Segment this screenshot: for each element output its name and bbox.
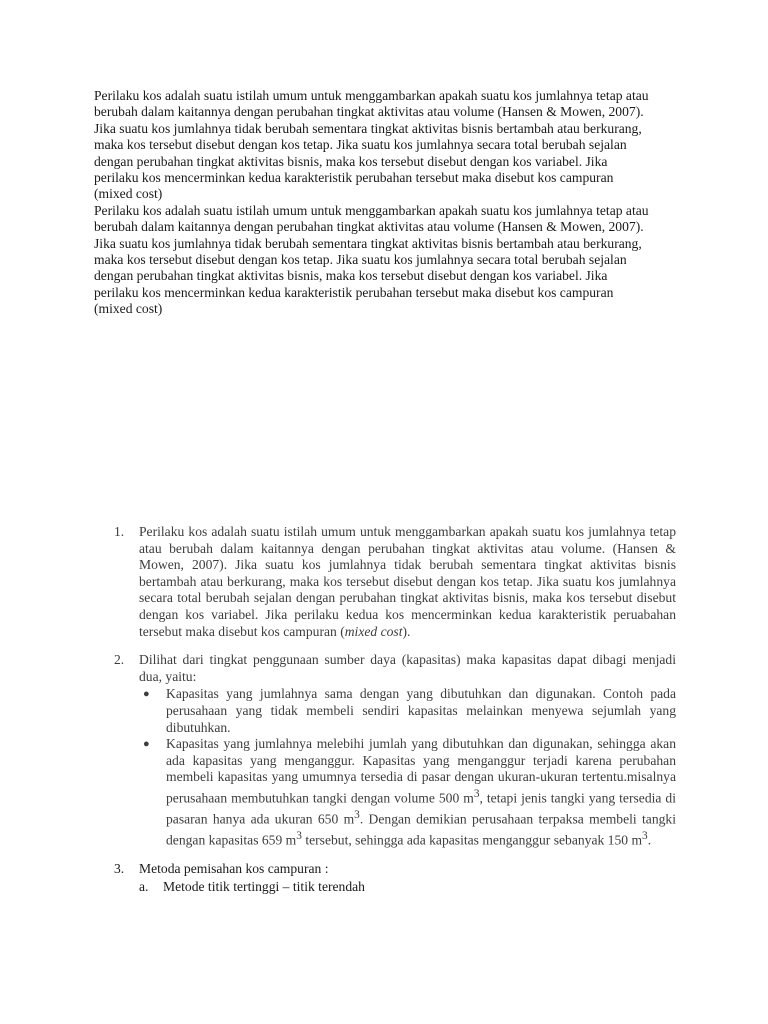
bullet-text: tersebut, sehingga ada kapasitas menganggur sebanyak 150 m xyxy=(301,832,643,848)
sub-list-letter: a. xyxy=(139,878,149,894)
raw-text-block xyxy=(94,88,674,318)
list-item-text: Dilihat dari tingkat penggunaan sumber daya (kapasitas) maka kapasitas dapat dibagi menjadi dua, yaitu: xyxy=(139,652,676,684)
paragraph-line: maka kos tersebut disebut dengan kos tetap. Jika suatu kos jumlahnya secara total berubah sejalan xyxy=(94,137,627,153)
superscript: 3 xyxy=(296,830,302,843)
list-item-2 xyxy=(94,652,676,849)
paragraph-line: perilaku kos mencerminkan kedua karakteristik perubahan tersebut maka disebut kos campuran xyxy=(94,284,614,300)
numbered-list xyxy=(94,524,676,895)
bullet-list xyxy=(139,686,676,849)
list-item-3 xyxy=(94,861,676,895)
italic-term: mixed cost xyxy=(344,623,403,639)
bullet-item xyxy=(139,736,676,849)
paragraph-line: Jika suatu kos jumlahnya tidak berubah sementara tingkat aktivitas bisnis bertambah atau berkurang, xyxy=(94,235,642,251)
sub-list-text: Metode titik tertinggi – titik terendah xyxy=(163,878,365,894)
list-item-text-end: ). xyxy=(402,623,411,639)
bullet-icon: ● xyxy=(143,738,150,751)
paragraph-line: maka kos tersebut disebut dengan kos tetap. Jika suatu kos jumlahnya secara total berubah sejalan xyxy=(94,252,627,268)
list-number: 2. xyxy=(114,652,125,668)
paragraph-line: (mixed cost) xyxy=(94,186,163,202)
superscript: 3 xyxy=(642,830,648,843)
list-number: 3. xyxy=(114,861,125,877)
paragraph-line: Perilaku kos adalah suatu istilah umum untuk menggambarkan apakah suatu kos jumlahnya tetap atau xyxy=(94,202,649,218)
list-item-text: Metoda pemisahan kos campuran : xyxy=(139,861,329,877)
list-item-text: Perilaku kos adalah suatu istilah umum untuk menggambarkan apakah suatu kos jumlahnya tetap atau berubah dalam kaitannya dengan perubahan tingkat aktivitas atau volume. (Hansen & Mowen, 2007). Jika suatu kos jumlahnya tidak berubah sementara tingkat aktivitas bisnis bertambah atau berkurang, maka kos tersebut disebut dengan kos tetap. Jika suatu kos jumlahnya secara total berubah sejalan dengan perubahan tingkat aktivitas bisnis, maka kos tersebut disebut dengan kos variabel. Jika perilaku kedua kos mencerminkan kedua karakteristik peruabahan tersebut maka disebut kos campuran ( xyxy=(139,524,676,639)
list-number: 1. xyxy=(114,524,125,539)
paragraph-line: dengan perubahan tingkat aktivitas bisnis, maka kos tersebut disebut dengan kos variabel. Jika xyxy=(94,268,608,284)
bullet-text: Kapasitas yang jumlahnya sama dengan yang dibutuhkan dan digunakan. Contoh pada perusahaan yang tidak membeli sendiri kapasitas melainkan menyewa sejumlah yang dibutuhkan. xyxy=(166,686,676,735)
sub-list-item xyxy=(139,879,676,896)
paragraph-line: Jika suatu kos jumlahnya tidak berubah sementara tingkat aktivitas bisnis bertambah atau berkurang, xyxy=(94,120,642,136)
paragraph-line: perilaku kos mencerminkan kedua karakteristik perubahan tersebut maka disebut kos campuran xyxy=(94,170,614,186)
bullet-item xyxy=(139,686,676,736)
paragraph-line: Perilaku kos adalah suatu istilah umum untuk menggambarkan apakah suatu kos jumlahnya tetap atau xyxy=(94,88,649,103)
superscript: 3 xyxy=(473,787,480,800)
bullet-text: . xyxy=(647,832,652,848)
paragraph-line: berubah dalam kaitannya dengan perubahan tingkat aktivitas atau volume (Hansen & Mowen, 2007). xyxy=(94,104,644,120)
superscript: 3 xyxy=(354,809,360,822)
bullet-text: . Dengan demikian perusahaan terpaksa membeli tangki dengan kapasitas 659 m xyxy=(166,811,676,848)
paragraph-line: berubah dalam kaitannya dengan perubahan tingkat aktivitas atau volume (Hansen & Mowen, 2007). xyxy=(94,219,644,235)
paragraph-line: (mixed cost) xyxy=(94,301,163,317)
bullet-text: , tetapi jenis tangki yang tersedia di pasaran hanya ada ukuran 650 m xyxy=(166,790,676,827)
paragraph-line: dengan perubahan tingkat aktivitas bisnis, maka kos tersebut disebut dengan kos variabel. Jika xyxy=(94,153,608,169)
list-item-1 xyxy=(94,524,676,640)
bullet-icon: ● xyxy=(143,688,150,701)
bullet-text: Kapasitas yang jumlahnya melebihi jumlah yang dibutuhkan dan digunakan, sehingga akan ada kapasitas yang menganggur. Kapasitas yang menganggur terjadi karena perubahan membeli kapasitas yang umumnya tersedia di pasar dengan ukuran-ukuran tertentu.misalnya perusahaan membutuhkan tangki dengan volume 500 m xyxy=(166,736,676,806)
